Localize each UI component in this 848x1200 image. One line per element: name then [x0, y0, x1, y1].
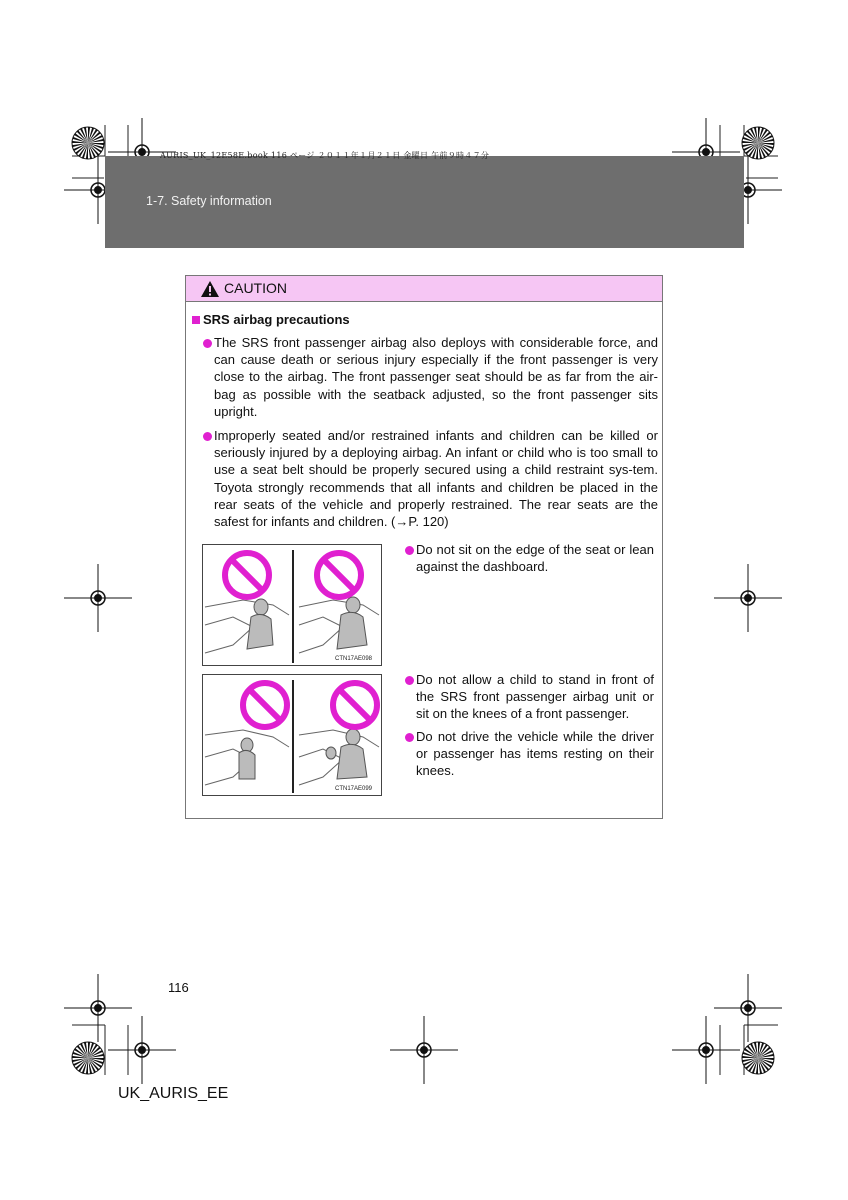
starburst-mark [72, 127, 104, 159]
illustration-drawing [203, 675, 381, 795]
prohibited-icon [243, 683, 377, 727]
bullet-dot-icon [405, 676, 414, 685]
illustration-drawing [203, 545, 381, 665]
warning-triangle-icon [200, 280, 220, 298]
caution-paragraph: Improperly seated and/or restrained infants and children can be killed or seriously injured by a deploying airbag. An infant or child who is too small to use a seat belt should be properly secured using a child restraint sys-tem. Toyota strongly recommends that all infants and children be placed in the rear seats of the vehicle and properly restrained. The rear seats are the safest for infants and children. (→P. 120) [214, 428, 658, 530]
page-number: 116 [168, 980, 189, 995]
document-code: UK_AURIS_EE [118, 1085, 229, 1102]
section-heading: SRS airbag precautions [203, 312, 350, 327]
side-note: Do not drive the vehicle while the driver or passenger has items resting on their knees. [416, 729, 654, 779]
illustration-child-passenger [202, 674, 382, 796]
square-bullet-icon [192, 316, 200, 324]
bullet-dot-icon [405, 546, 414, 555]
illustration-code: CTN17AE098 [335, 656, 373, 662]
section-title: 1-7. Safety information [146, 194, 272, 208]
side-note: Do not allow a child to stand in front of the SRS front passenger airbag unit or sit on the knees of a front passenger. [416, 672, 654, 722]
bullet-dot-icon [203, 339, 212, 348]
bullet-dot-icon [405, 733, 414, 742]
bullet-dot-icon [203, 432, 212, 441]
illustration-seat-edge [202, 544, 382, 666]
starburst-mark [742, 1042, 774, 1074]
starburst-mark [742, 127, 774, 159]
crosshair-mark [64, 564, 132, 632]
crosshair-mark [108, 1016, 176, 1084]
illustration-code: CTN17AE099 [335, 786, 373, 792]
crosshair-mark [714, 564, 782, 632]
starburst-mark [72, 1042, 104, 1074]
crosshair-mark [672, 1016, 740, 1084]
caution-label: CAUTION [224, 280, 287, 296]
crosshair-mark [714, 974, 782, 1042]
caution-header [186, 276, 662, 302]
caution-box [185, 275, 663, 819]
crosshair-mark [390, 1016, 458, 1084]
side-note: Do not sit on the edge of the seat or lean against the dashboard. [416, 542, 654, 575]
caution-paragraph: The SRS front passenger airbag also deploys with considerable force, and can cause death or serious injury especially if the front passenger is very close to the airbag. The front passenger seat should be as far from the air-bag as possible with the seatback adjusted, so the front passenger sits upright. [214, 335, 658, 419]
crosshair-mark [64, 974, 132, 1042]
book-print-metadata: AURIS_UK_12E58E.book 116 ページ ２０１１年１月２１日 金曜日 午前９時４７分 [160, 151, 490, 160]
